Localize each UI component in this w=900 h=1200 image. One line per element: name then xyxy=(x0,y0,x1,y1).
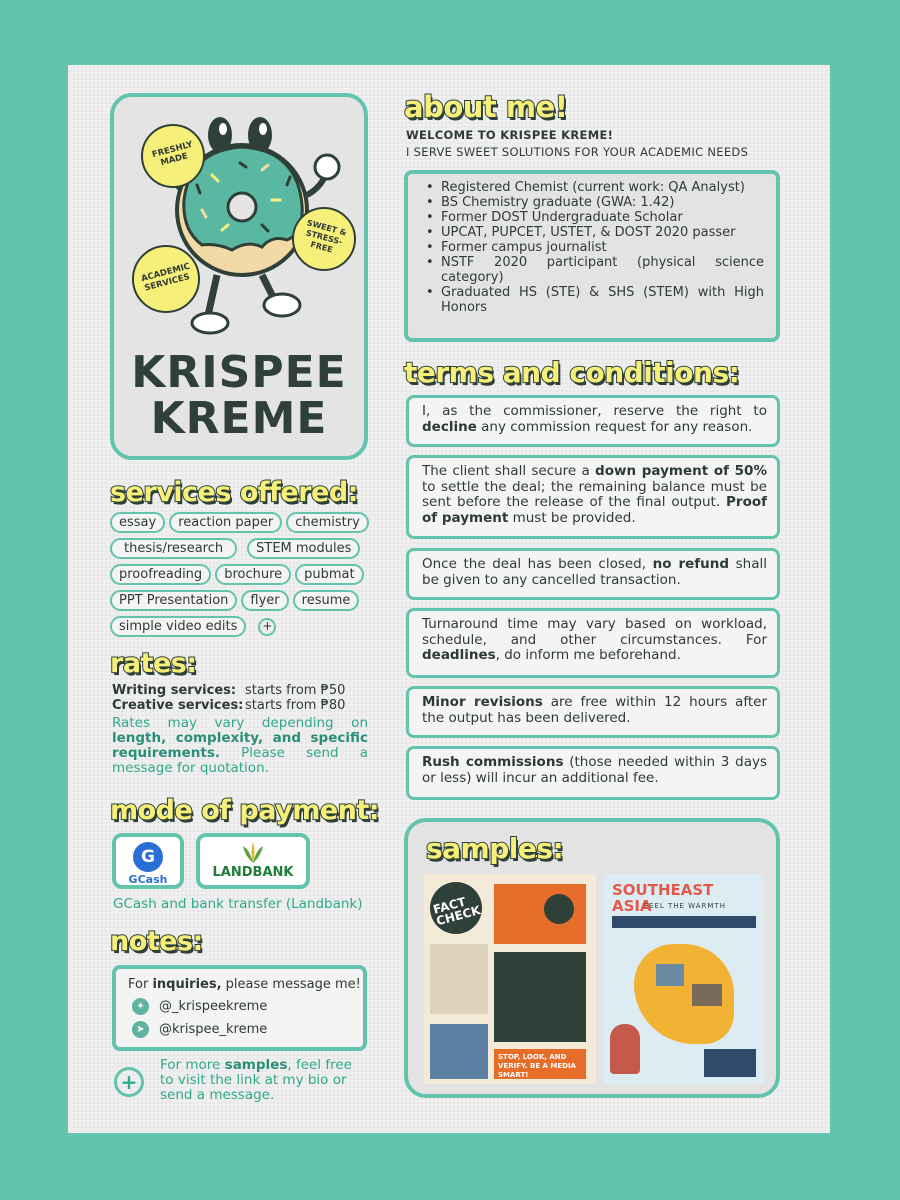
intro-bar xyxy=(612,916,756,928)
academic-services-badge xyxy=(132,245,200,313)
samples-heading: samples: xyxy=(426,832,564,865)
term-text: Once the deal has been closed, xyxy=(422,556,653,572)
service-tag: essay xyxy=(110,512,165,533)
telegram-icon: ➤ xyxy=(132,1021,149,1038)
rate-value: starts from ₱50 xyxy=(245,683,346,698)
photo-thumb xyxy=(692,984,722,1006)
badge-text: ACADEMIC SERVICES xyxy=(140,261,192,294)
telegram-handle[interactable] xyxy=(132,1021,363,1038)
sweet-stress-free-badge xyxy=(292,207,356,271)
term-turnaround xyxy=(406,608,780,678)
plus-circle-icon: + xyxy=(114,1067,144,1097)
credential-item: • BS Chemistry graduate (GWA: 1.42) xyxy=(424,195,764,210)
landbank-logo xyxy=(196,833,310,889)
telegram-handle-text: @krispee_kreme xyxy=(159,1022,268,1037)
rates-heading: rates: xyxy=(110,648,197,679)
rates-note xyxy=(112,716,368,776)
term-text: The client shall secure a xyxy=(422,463,596,479)
tag-row xyxy=(110,616,375,637)
sample1-title: FACT CHECK xyxy=(431,894,483,929)
service-tag: thesis/research xyxy=(110,538,237,559)
more-services-plus-icon: + xyxy=(258,618,276,636)
credential-item: • Former campus journalist xyxy=(424,240,764,255)
rates-note-bold: length, complexity, and specific requirements. xyxy=(112,730,368,761)
term-text: Turnaround time may vary based on workload, schedule, and other circumstances. For xyxy=(422,616,767,648)
credential-item: • Former DOST Undergraduate Scholar xyxy=(424,210,764,225)
photo-thumb xyxy=(656,964,684,986)
term-text: shall be given to any cancelled transaction. xyxy=(422,556,767,588)
term-bold: decline xyxy=(422,418,477,435)
twitter-icon: ✦ xyxy=(132,998,149,1015)
term-text: , do inform me beforehand. xyxy=(495,647,681,663)
dark-panel xyxy=(494,952,586,1042)
term-decline xyxy=(406,395,780,447)
freshly-made-badge xyxy=(141,124,205,188)
credential-item: • Registered Chemist (current work: QA Analyst) xyxy=(424,180,764,195)
text-block xyxy=(704,1049,756,1077)
sample2-title: SOUTHEAST ASIA xyxy=(612,881,714,915)
notes-box xyxy=(112,965,367,1051)
tag-row xyxy=(110,564,375,585)
rates-note-text: Rates may vary depending on xyxy=(112,715,368,731)
samples-note xyxy=(160,1058,368,1103)
rate-label: Writing services: xyxy=(112,683,237,698)
credential-item: • Graduated HS (STE) & SHS (STEM) with High Honors xyxy=(424,285,764,315)
gcash-label: GCash xyxy=(128,873,168,886)
payment-heading: mode of payment: xyxy=(110,795,380,826)
term-bold: Minor revisions xyxy=(422,694,543,710)
credential-item: • UPCAT, PUPCET, USTET, & DOST 2020 passer xyxy=(424,225,764,240)
logo-card xyxy=(110,93,368,460)
text-block xyxy=(430,944,488,1014)
services-heading: services offered: xyxy=(110,477,358,508)
term-text: any commission request for any reason. xyxy=(476,418,753,435)
credentials-list xyxy=(424,180,764,315)
term-down-payment xyxy=(406,455,780,539)
service-tag: chemistry xyxy=(286,512,369,533)
term-bold: down payment of 50% xyxy=(595,463,767,479)
term-text: I, as the commissioner, reserve the right to xyxy=(422,403,767,419)
creative-rate xyxy=(112,698,368,713)
twitter-handle-text: @_krispeekreme xyxy=(159,999,268,1014)
welcome-text: WELCOME TO KRISPEE KREME! xyxy=(406,128,614,142)
service-tag: STEM modules xyxy=(247,538,360,559)
samples-box xyxy=(404,818,780,1098)
term-text: are free within 12 hours after the output has been delivered. xyxy=(422,694,767,726)
tag-row xyxy=(110,512,375,533)
term-bold: no refund xyxy=(652,556,730,572)
credential-item: • NSTF 2020 participant (physical science category) xyxy=(424,255,764,285)
note-text: , feel free to visit the link at my bio or send a message. xyxy=(160,1057,352,1103)
service-tag: brochure xyxy=(215,564,291,585)
rate-label: Creative services: xyxy=(112,698,244,713)
note-text: please message me! xyxy=(221,977,361,992)
tag-row xyxy=(110,590,375,611)
southeast-asia-sample-image[interactable] xyxy=(604,874,764,1084)
term-bold: Rush commissions xyxy=(422,754,564,770)
rates-note-text: Please send a message for quotation. xyxy=(112,745,368,776)
term-rush xyxy=(406,746,780,800)
document-icon xyxy=(544,894,574,924)
note-text: For more xyxy=(160,1057,225,1073)
brand-name-line2: KREME xyxy=(150,393,328,444)
term-bold: deadlines xyxy=(422,647,496,663)
landbank-leaf-icon xyxy=(240,842,266,864)
term-no-refund xyxy=(406,548,780,600)
sample2-subtitle: FEEL THE WARMTH xyxy=(644,902,726,910)
payment-caption: GCash and bank transfer (Landbank) xyxy=(113,896,363,912)
service-tag: simple video edits xyxy=(110,616,246,637)
service-tag: reaction paper xyxy=(169,512,282,533)
service-tag: flyer xyxy=(241,590,288,611)
term-bold: Proof of payment xyxy=(422,494,767,526)
inquiry-note xyxy=(128,977,363,992)
service-tag: proofreading xyxy=(110,564,211,585)
tag-row xyxy=(110,538,375,559)
service-tag: resume xyxy=(293,590,360,611)
note-bold: inquiries, xyxy=(152,977,222,992)
badge-text: SWEET & STRESS-FREE xyxy=(304,218,348,255)
fact-check-sample-image[interactable] xyxy=(424,874,596,1084)
twitter-handle[interactable] xyxy=(132,998,363,1015)
term-text: must be provided. xyxy=(508,509,636,526)
blue-panel xyxy=(430,1024,488,1079)
services-tag-list xyxy=(110,512,375,642)
tagline-text: I SERVE SWEET SOLUTIONS FOR YOUR ACADEMIC NEEDS xyxy=(406,145,749,159)
gcash-logo xyxy=(112,833,184,889)
sample1-footer: STOP, LOOK, AND VERIFY. BE A MEDIA SMART! xyxy=(494,1049,586,1079)
writing-rate xyxy=(112,683,368,698)
rate-value: starts from ₱80 xyxy=(245,698,346,713)
badge-text: FRESHLY MADE xyxy=(151,139,194,169)
term-text: to settle the deal; the remaining balance must be sent before the release of the final output. xyxy=(422,478,767,510)
term-text: (those needed within 3 days or less) will incur an additional fee. xyxy=(422,754,768,786)
service-tag: PPT Presentation xyxy=(110,590,237,611)
about-heading: about me! xyxy=(404,90,568,124)
note-bold: samples xyxy=(224,1057,288,1073)
brand-name-line1: KRISPEE xyxy=(131,347,347,398)
term-revisions xyxy=(406,686,780,738)
terms-heading: terms and conditions: xyxy=(404,356,740,389)
notes-heading: notes: xyxy=(110,926,203,957)
traveler-figure xyxy=(610,1024,640,1074)
rates-section xyxy=(112,683,368,776)
note-text: For xyxy=(128,977,153,992)
gcash-icon: G xyxy=(133,842,163,872)
about-box xyxy=(404,170,780,342)
service-tag: pubmat xyxy=(295,564,363,585)
landbank-label: LANDBANK xyxy=(212,865,294,880)
